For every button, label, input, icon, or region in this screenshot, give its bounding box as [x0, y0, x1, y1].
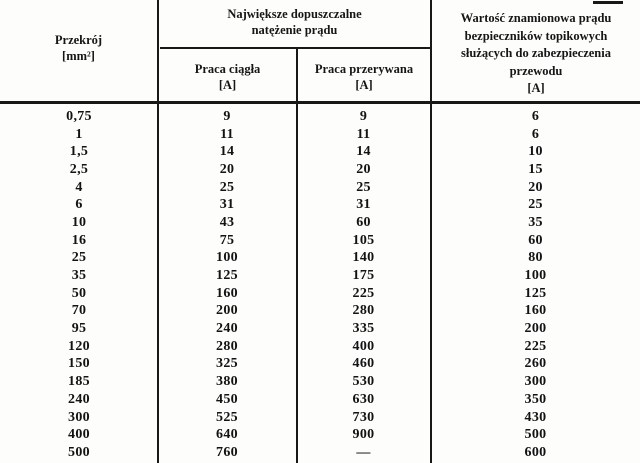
table-cell: 280: [352, 303, 375, 319]
table-row: [0, 338, 640, 356]
col3-header-line2: [A]: [355, 78, 373, 92]
col4-header-line1: Wartość znamionowa prądu: [460, 11, 612, 25]
table-row: [0, 373, 640, 391]
table-cell: 14: [219, 144, 235, 160]
table-cell: 400: [352, 338, 375, 354]
table-cell: 6: [531, 126, 540, 142]
table-row: [0, 391, 640, 409]
table-cell: 430: [524, 409, 547, 425]
table-row: [0, 285, 640, 303]
table-cell: 105: [352, 232, 375, 248]
col4-header-line3: służących do zabezpieczenia: [461, 46, 611, 60]
table-cell: 31: [356, 197, 371, 213]
table-cell: 20: [219, 161, 235, 177]
table-row: [0, 426, 640, 444]
table-cell: 225: [352, 285, 375, 301]
table-cell: 16: [71, 232, 87, 248]
table-cell: 325: [216, 356, 238, 372]
col4-header-line4: przewodu: [509, 63, 563, 78]
table-cell: 50: [71, 285, 87, 301]
table-cell: 530: [352, 374, 375, 390]
table-cell: 460: [352, 356, 375, 372]
table-row: [0, 108, 640, 126]
table-cell: 25: [356, 179, 371, 195]
table-cell: 525: [216, 409, 238, 425]
table-row: [0, 409, 640, 427]
table-body: [0, 108, 640, 462]
table-cell: 10: [528, 144, 543, 160]
table-cell: 335: [352, 321, 375, 337]
table-cell: 4: [75, 179, 83, 195]
table-row: [0, 444, 640, 462]
table-cell: 11: [356, 126, 371, 142]
group-header-line2: natężenie prądu: [251, 23, 338, 37]
table-cell: 300: [68, 409, 90, 425]
table-cell: 500: [524, 427, 547, 443]
table-cell: 125: [524, 285, 547, 301]
table-cell: 35: [528, 214, 543, 230]
table-cell: 260: [524, 356, 547, 372]
table-cell: 350: [524, 391, 547, 407]
table-cell: 140: [352, 250, 375, 266]
col2-header-line2: [A]: [218, 78, 237, 92]
table-cell: 1,5: [69, 144, 89, 160]
table-cell: 75: [219, 232, 235, 248]
table-cell: 25: [528, 197, 543, 213]
table-cell: 100: [524, 268, 547, 284]
header-separator-rule: [0, 101, 640, 104]
table-cell: 400: [68, 427, 90, 443]
table-cell: 450: [216, 391, 238, 407]
table-cell: 500: [68, 444, 90, 460]
col2-header-line1: Praca ciągła: [194, 62, 261, 76]
table-cell: 160: [216, 285, 238, 301]
table-cell: 60: [528, 232, 543, 248]
table-cell: —: [356, 444, 371, 460]
col2-header: [159, 61, 296, 93]
table-cell: 900: [352, 427, 375, 443]
col1-header-line2: [mm²]: [62, 49, 95, 63]
col3-header: [298, 61, 430, 93]
table-cell: 175: [352, 268, 375, 284]
table-cell: 25: [219, 179, 235, 195]
table-row: [0, 267, 640, 285]
table-cell: 185: [68, 374, 90, 390]
table-cell: 10: [71, 214, 87, 230]
table-cell: 120: [68, 338, 90, 354]
table-cell: 6: [531, 108, 540, 124]
scan-artifact-mark: [593, 1, 623, 4]
col3-header-line1: Praca przerywana: [314, 62, 414, 76]
table-cell: 200: [524, 321, 547, 337]
table-cell: 35: [71, 268, 87, 284]
table-cell: 240: [68, 391, 90, 407]
table-cell: 15: [528, 161, 543, 177]
table-cell: 70: [71, 303, 87, 319]
table-row: [0, 126, 640, 144]
table-cell: 95: [71, 321, 87, 337]
group-header-line1: Największe dopuszczalne: [227, 7, 362, 21]
col1-header-line1: Przekrój: [54, 33, 103, 47]
table-cell: 43: [219, 214, 235, 230]
table-cell: 640: [216, 427, 238, 443]
table-cell: 31: [219, 197, 235, 213]
table-cell: 14: [356, 144, 371, 160]
table-row: [0, 320, 640, 338]
col1-header: [0, 32, 157, 64]
table-row: [0, 143, 640, 161]
table-cell: 150: [68, 356, 90, 372]
table-cell: 20: [356, 161, 371, 177]
table-cell: 380: [216, 374, 238, 390]
table-cell: 200: [216, 303, 238, 319]
table-cell: 60: [356, 214, 371, 230]
table-row: [0, 303, 640, 321]
table-cell: 1: [75, 126, 83, 142]
table-cell: 100: [216, 250, 238, 266]
table-cell: 280: [216, 338, 238, 354]
col4-header-line2: bezpieczników topikowych: [464, 28, 608, 43]
table-row: [0, 214, 640, 232]
table-cell: 20: [528, 179, 543, 195]
table-cell: 9: [359, 108, 368, 124]
table-cell: 240: [216, 321, 238, 337]
table-row: [0, 250, 640, 268]
table-cell: 225: [524, 338, 547, 354]
table-cell: 160: [524, 303, 547, 319]
col4-header-line5: [A]: [527, 81, 545, 95]
table-row: [0, 196, 640, 214]
table-cell: 6: [75, 197, 83, 213]
table-row: [0, 232, 640, 250]
table-cell: 2,5: [69, 161, 89, 177]
table-cell: 25: [71, 250, 87, 266]
table-cell: 0,75: [66, 108, 92, 124]
table-row: [0, 356, 640, 374]
group-header: [159, 6, 430, 38]
table-cell: 80: [528, 250, 543, 266]
table-cell: 630: [352, 391, 375, 407]
table-cell: 9: [223, 108, 231, 124]
table-cell: 125: [216, 268, 238, 284]
table-cell: 11: [220, 126, 234, 142]
table-cell: 600: [524, 444, 547, 460]
table-cell: 730: [352, 409, 375, 425]
group-header-underline: [160, 47, 430, 49]
table-cell: 300: [524, 374, 547, 390]
table-row: [0, 161, 640, 179]
table-cell: 760: [216, 444, 238, 460]
table-row: [0, 179, 640, 197]
col4-header: [435, 10, 637, 98]
